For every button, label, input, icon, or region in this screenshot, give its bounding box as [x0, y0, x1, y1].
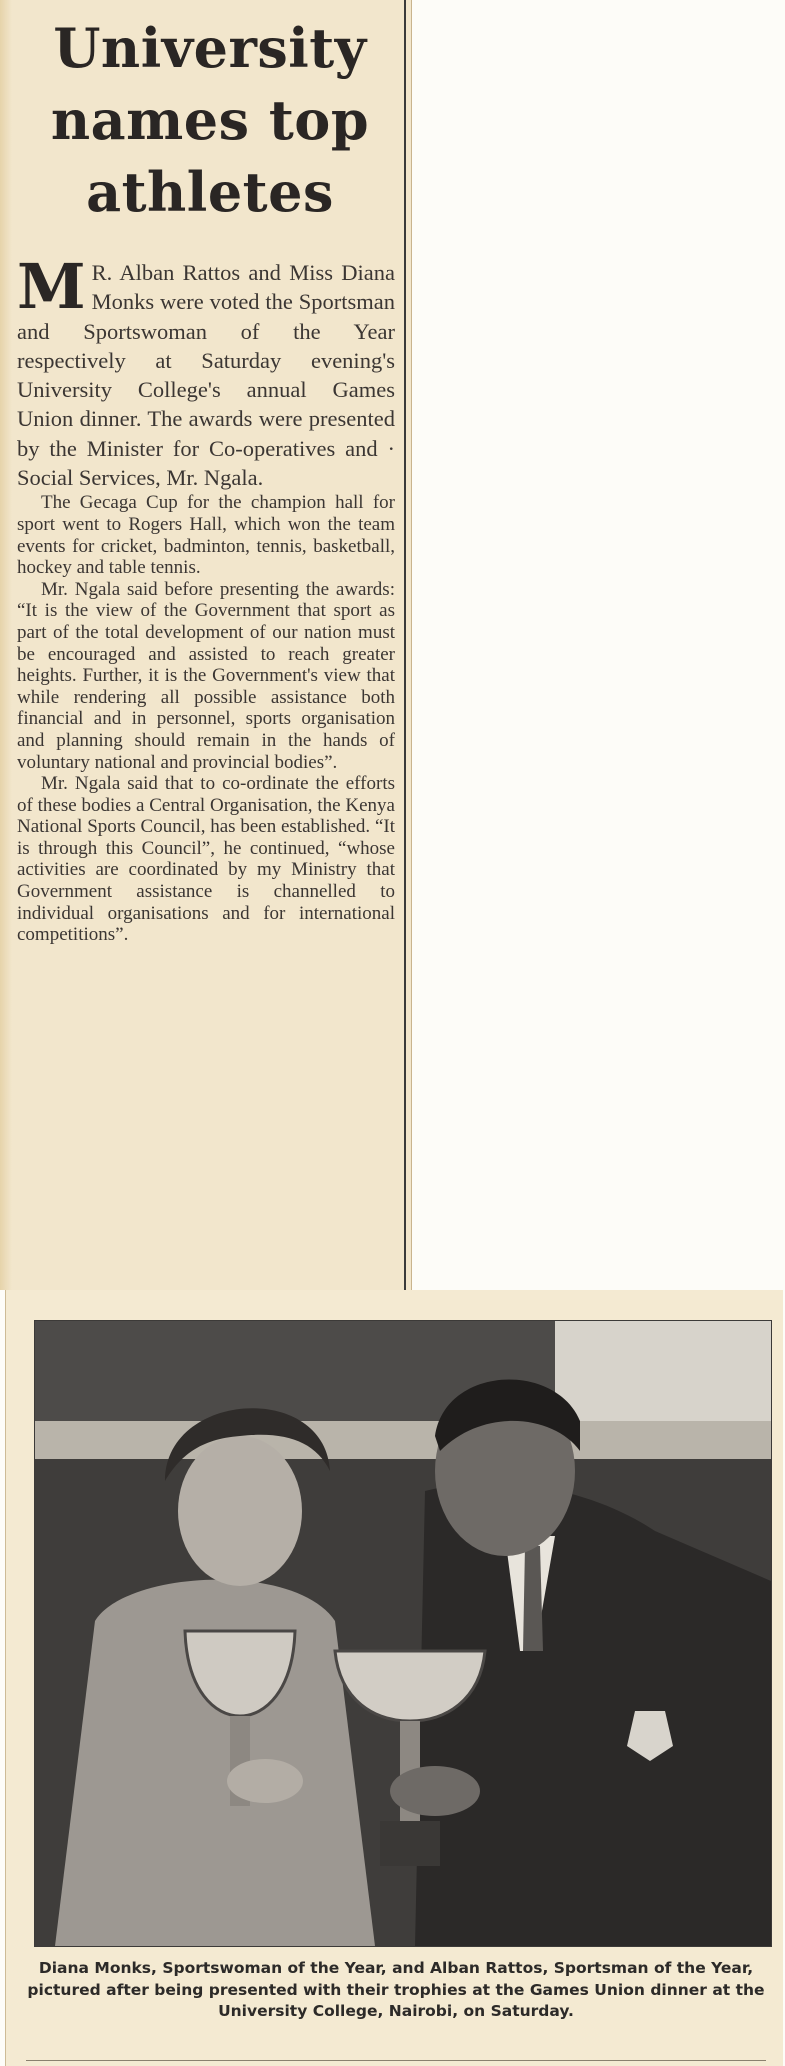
- paragraph-council: Mr. Ngala said that to co-ordinate the efforts of these bodies a Central Organisation, the Kenya National Sports Council, has been established. “It is through this Council”, he continued, “whose activities are coordinated by my Ministry that Government assistance is channelled to individual organisations and for international competitions”.: [17, 773, 395, 946]
- photo-window-light: [555, 1321, 771, 1421]
- drop-cap: M: [17, 250, 86, 323]
- caption-rule: [26, 2060, 766, 2061]
- photo-clipping: [5, 1290, 783, 2066]
- lead-text: R. Alban Rattos and Miss Diana Monks were voted the Sportsman and Sportswoman of the Year respectively at Saturday evening's University College's annual Games Union dinner. The awards were presented by the Minister for Co-operatives and · Social Services, Mr. Ngala.: [17, 260, 395, 491]
- headline-line-3: athletes: [86, 160, 334, 224]
- news-photo: [34, 1320, 772, 1947]
- man-hands: [390, 1766, 480, 1816]
- man-tie: [523, 1546, 543, 1651]
- photo-caption: Diana Monks, Sportswoman of the Year, and Alban Rattos, Sportsman of the Year, pictured after being presented with their trophies at the Games Union dinner at the University College, Nairobi, on Saturday.: [27, 1959, 765, 2020]
- woman-face: [178, 1436, 302, 1586]
- paragraph-speech: Mr. Ngala said before presenting the awards: “It is the view of the Government that sport as part of the total development of our nation must be encouraged and assisted to reach greater heights. Further, it is the Government's view that while rendering all possible assistance both financial and in personnel, sports organisation and planning should remain in the hands of voluntary national and provincial bodies”.: [17, 578, 395, 773]
- photo-illustration: [35, 1321, 771, 1946]
- trophy-right-base: [380, 1821, 440, 1866]
- lead-paragraph: [17, 250, 395, 492]
- photo-window-band: [35, 1421, 771, 1459]
- headline: [30, 12, 390, 228]
- headline-line-1: University: [53, 16, 367, 80]
- column-rule: [404, 0, 406, 1290]
- headline-line-2: names top: [50, 88, 370, 152]
- paragraph-cup: The Gecaga Cup for the champion hall for sport went to Rogers Hall, which won the team events for cricket, badminton, tennis, basketball, hockey and table tennis.: [17, 492, 395, 579]
- article-clipping: [0, 0, 412, 1290]
- paper-edge: [0, 0, 12, 1290]
- woman-hands: [227, 1759, 303, 1803]
- article-body: [17, 250, 395, 946]
